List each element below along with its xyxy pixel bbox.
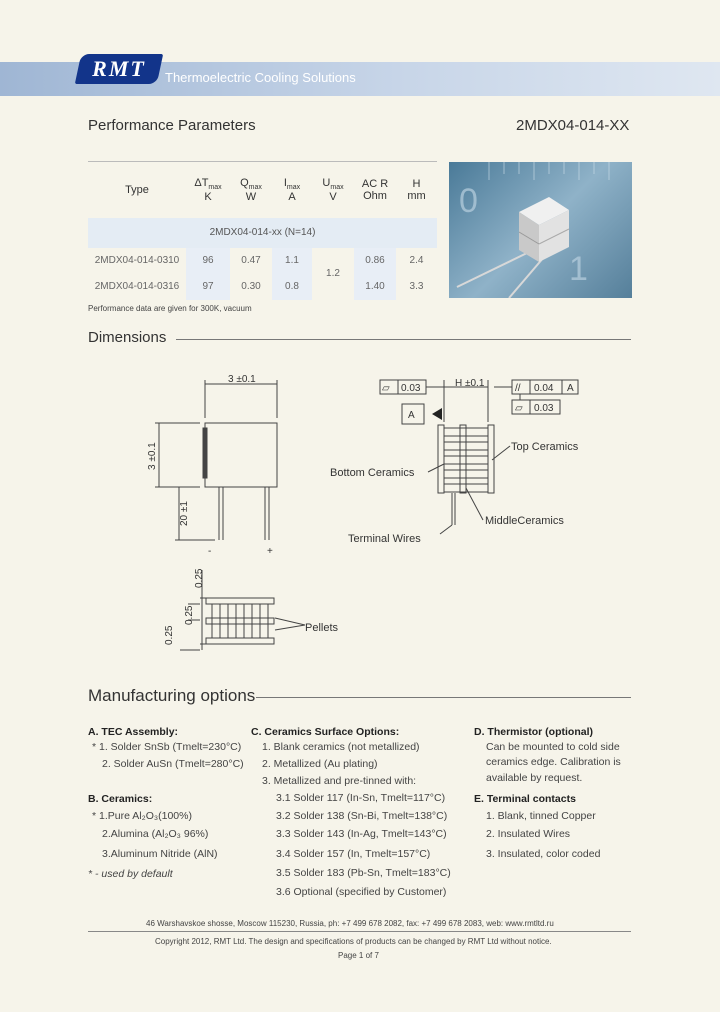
model-number: 2MDX04-014-XX [516, 117, 630, 134]
manufacturing-title: Manufacturing options [88, 686, 256, 705]
plus-label: + [267, 546, 273, 557]
parallel-value: 0.04 [534, 383, 554, 394]
middle-ceramics-label: MiddleCeramics [485, 515, 564, 527]
footer-address: 46 Warshavskoe shosse, Moscow 115230, Russia, ph: +7 499 678 2082, fax: +7 499 678 2083, web: www.rmtltd.ru [146, 919, 554, 928]
list-item: * 1. Solder SnSb (Tmelt=230°C) [92, 741, 242, 753]
cell-r: 0.86 [354, 248, 396, 274]
thermistor-title: D. Thermistor (optional) [474, 726, 593, 738]
cell-q: 0.30 [241, 281, 261, 292]
cell-umax: 1.2 [326, 268, 340, 279]
col-imax: $I_{max}$ A [272, 162, 312, 218]
section-divider [176, 339, 631, 340]
performance-table [88, 161, 437, 300]
wire-dim: 20 ±1 [179, 501, 190, 526]
dim-025-a: 0.25 [194, 568, 205, 588]
parallel-ref: A [567, 383, 574, 394]
flatness2-symbol: ▱ [515, 403, 523, 414]
default-note: * - used by default [88, 868, 173, 880]
dim-025-b: 0.25 [184, 605, 195, 625]
pellets-label: Pellets [305, 622, 339, 634]
section-divider [256, 697, 631, 698]
width-dim: 3 ±0.1 [228, 374, 256, 385]
list-item: 1. Blank, tinned Copper [486, 810, 596, 822]
parallel-symbol: // [515, 383, 521, 394]
cell-h: 2.4 [409, 255, 424, 266]
terminal-contacts-title: E. Terminal contacts [474, 793, 576, 805]
ceramics-title: B. Ceramics: [88, 793, 153, 805]
footer-copyright: Copyright 2012, RMT Ltd. The design and specifications of products can be changed by RMT Ltd without notice. [155, 937, 552, 946]
list-item: available by request. [486, 772, 583, 784]
list-item: 2. Solder AuSn (Tmelt=280°C) [102, 758, 244, 770]
list-item: 1. Blank ceramics (not metallized) [262, 741, 420, 753]
list-item: 3.5 Solder 183 (Pb-Sn, Tmelt=183°C) [276, 867, 451, 879]
h-dim: H ±0.1 [455, 378, 485, 389]
svg-text:1: 1 [569, 250, 588, 288]
product-photo [449, 162, 632, 298]
surface-options-title: C. Ceramics Surface Options: [251, 726, 400, 738]
footer-divider [88, 931, 631, 932]
flatness2-value: 0.03 [534, 403, 554, 414]
cell-i: 1.1 [272, 248, 312, 274]
list-item: 3.Aluminum Nitride (AlN) [102, 848, 218, 860]
list-item: 3.3 Solder 143 (In-Ag, Tmelt=143°C) [276, 828, 447, 840]
cell-type: 2MDX04-014-0316 [94, 281, 180, 292]
svg-text:0: 0 [459, 182, 478, 220]
top-ceramics-label: Top Ceramics [511, 441, 579, 453]
col-h: H mm [396, 162, 437, 218]
table-row [88, 274, 437, 300]
col-type: Type [88, 162, 186, 218]
list-item: 3.1 Solder 117 (In-Sn, Tmelt=117°C) [276, 792, 446, 804]
cell-r: 1.40 [354, 274, 396, 300]
table-header-row [88, 162, 437, 218]
list-item: 3. Metallized and pre-tinned with: [262, 775, 417, 787]
table-row [88, 248, 437, 274]
col-acr: AC R Ohm [354, 162, 396, 218]
group-label: 2MDX04-014-xx (N=14) [88, 218, 437, 248]
flatness-symbol: ▱ [382, 383, 390, 394]
list-item: Can be mounted to cold side [486, 741, 620, 753]
col-umax: $U_{max}$ V [312, 162, 354, 218]
datum-ref: A [408, 410, 415, 421]
list-item: 3.4 Solder 157 (In, Tmelt=157°C) [276, 848, 431, 860]
bottom-ceramics-label: Bottom Ceramics [330, 467, 415, 479]
terminal-wires-label: Terminal Wires [348, 533, 421, 545]
dimension-drawing [140, 360, 610, 660]
performance-title: Performance Parameters [88, 117, 256, 134]
cell-i: 0.8 [272, 274, 312, 300]
list-item: ceramics edge. Calibration is [486, 756, 621, 768]
cell-dt: 96 [186, 248, 230, 274]
list-item: 2. Metallized (Au plating) [262, 758, 378, 770]
cell-q: 0.47 [241, 255, 261, 266]
col-dtmax: $\Delta T_{max}$ K [186, 162, 230, 218]
list-item: 3.6 Optional (specified by Customer) [276, 886, 447, 898]
list-item: 2. Insulated Wires [486, 828, 571, 840]
flatness-value: 0.03 [401, 383, 421, 394]
rmt-logo: RMT [75, 54, 163, 84]
dim-025-c: 0.25 [164, 625, 175, 645]
tagline: Thermoelectric Cooling Solutions [165, 70, 356, 85]
list-item: 2.Alumina (Al₂O₃ 96%) [102, 828, 209, 840]
page-number: Page 1 of 7 [338, 951, 379, 960]
height-dim: 3 ±0.1 [147, 442, 158, 470]
minus-label: - [208, 546, 212, 557]
group-row [88, 218, 437, 248]
cell-dt: 97 [186, 274, 230, 300]
cell-type: 2MDX04-014-0310 [94, 255, 180, 266]
tec-assembly-title: A. TEC Assembly: [88, 726, 179, 738]
dimensions-title: Dimensions [88, 329, 167, 346]
performance-note: Performance data are given for 300K, vacuum [88, 304, 252, 313]
list-item: 3. Insulated, color coded [486, 848, 601, 860]
cell-h: 3.3 [409, 281, 424, 292]
list-item: 3.2 Solder 138 (Sn-Bi, Tmelt=138°C) [276, 810, 448, 822]
list-item: * 1.Pure Al₂O₃(100%) [92, 810, 192, 822]
col-qmax: $Q_{max}$ W [230, 162, 272, 218]
